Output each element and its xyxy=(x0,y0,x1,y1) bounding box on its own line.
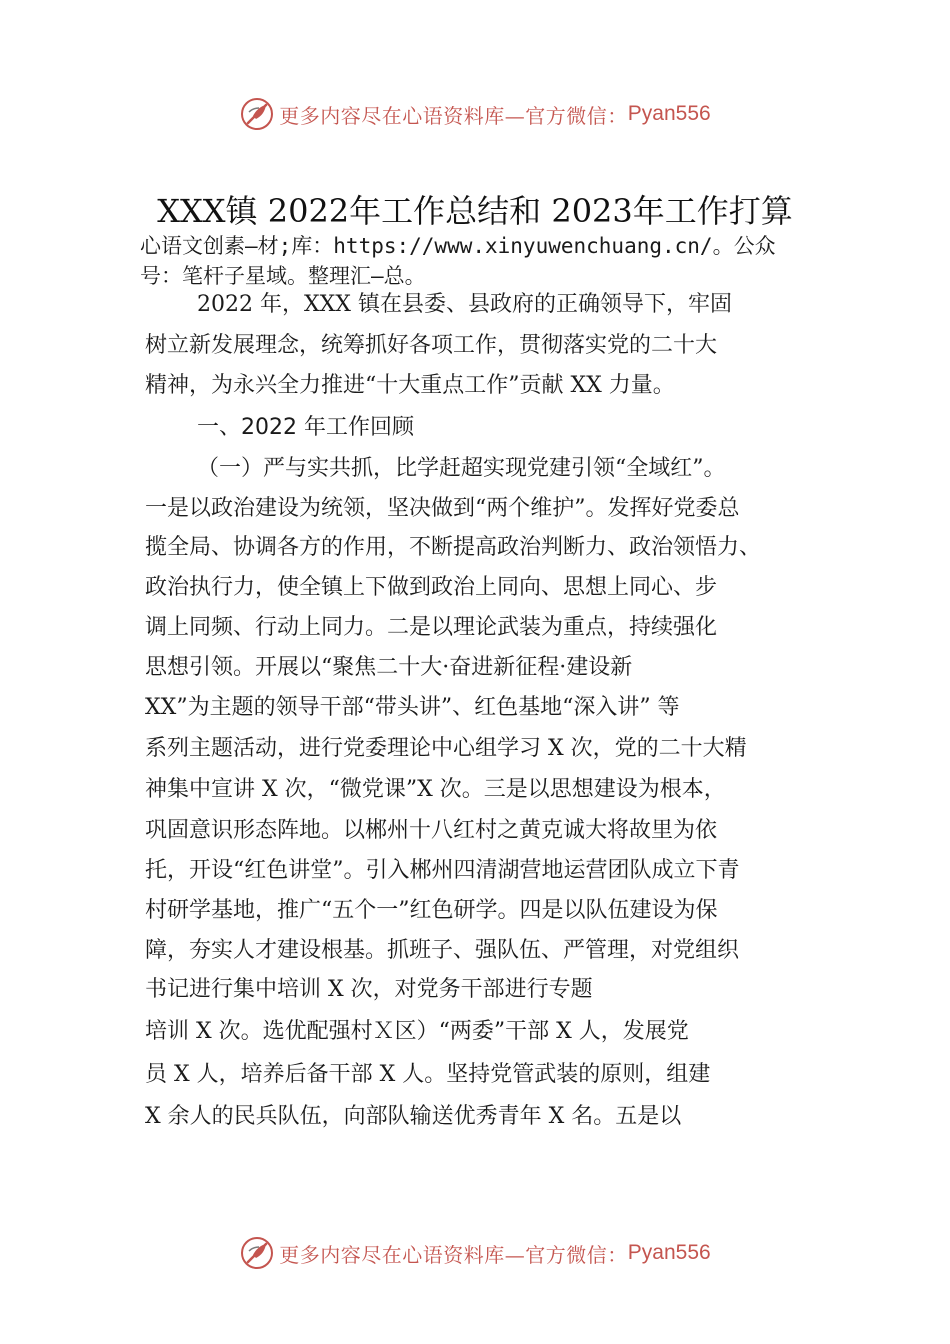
quill-pen-logo-icon xyxy=(239,1235,275,1271)
source-line: 号：笔杆子星域。整理汇—总。 xyxy=(140,264,426,288)
body-line: 揽全局、协调各方的作用，不断提高政治判断力、政治领悟力、 xyxy=(145,535,762,560)
body-line: 托，开设“红色讲堂”。引入郴州四清湖营地运营团队成立下青 xyxy=(145,858,740,883)
body-line: 神集中宣讲 X 次，“微党课”X 次。三是以思想建设为根本， xyxy=(145,777,726,802)
body-line: 书记进行集中培训 X 次，对党务干部进行专题 xyxy=(145,977,593,1002)
body-line: 一是以政治建设为统领，坚决做到“两个维护”。发挥好党委总 xyxy=(145,496,740,521)
quill-pen-logo-icon xyxy=(239,96,275,132)
body-line: 培训 X 次。选优配强村Ｘ区）“两委”干部 X 人，发展党 xyxy=(145,1019,689,1044)
body-line: XX”为主题的领导干部“带头讲”、红色基地“深入讲” 等 xyxy=(145,695,680,720)
watermark-text: 更多内容尽在心语资料库—官方微信： xyxy=(279,103,628,128)
watermark-wechat-id: Pyan556 xyxy=(627,102,711,125)
intro-line: 精神，为永兴全力推进“十大重点工作”贡献 XX 力量。 xyxy=(145,373,675,398)
body-line: 村研学基地，推广“五个一”红色研学。四是以队伍建设为保 xyxy=(145,898,718,923)
watermark-banner-top xyxy=(0,94,950,134)
watermark-wechat-id: Pyan556 xyxy=(627,1241,711,1264)
body-line: 员 X 人，培养后备干部 X 人。坚持党管武装的原则，组建 xyxy=(145,1062,711,1087)
intro-line: 2022 年，XXX 镇在县委、县政府的正确领导下，牢固 xyxy=(197,292,732,317)
section-heading: 一、2022 年工作回顾 xyxy=(197,415,414,440)
document-title: XXX镇 2022年工作总结和 2023年工作打算 xyxy=(157,192,793,230)
body-line: 系列主题活动，进行党委理论中心组学习 X 次，党的二十大精 xyxy=(145,736,747,761)
watermark-text: 更多内容尽在心语资料库—官方微信： xyxy=(279,1242,628,1267)
body-line: 思想引领。开展以“聚焦二十大·奋进新征程·建设新 xyxy=(145,655,633,680)
body-line: X 余人的民兵队伍，向部队输送优秀青年 X 名。五是以 xyxy=(145,1104,682,1129)
body-line: 障，夯实人才建设根基。抓班子、强队伍、严管理，对党组织 xyxy=(145,938,740,963)
subsection-heading: （一）严与实共抓，比学赶超实现党建引领“全域红”。 xyxy=(197,456,726,481)
body-line: 调上同频、行动上同力。二是以理论武装为重点，持续强化 xyxy=(145,615,718,640)
intro-line: 树立新发展理念，统筹抓好各项工作，贯彻落实党的二十大 xyxy=(145,333,718,358)
body-line: 巩固意识形态阵地。以郴州十八红村之黄克诚大将故里为依 xyxy=(145,818,718,843)
source-line: 心语文创素—材;库：https://www.xinyuwenchuang.cn/。公众 xyxy=(140,234,776,258)
body-line: 政治执行力，使全镇上下做到政治上同向、思想上同心、步 xyxy=(145,575,718,600)
watermark-banner-bottom xyxy=(0,1233,950,1273)
